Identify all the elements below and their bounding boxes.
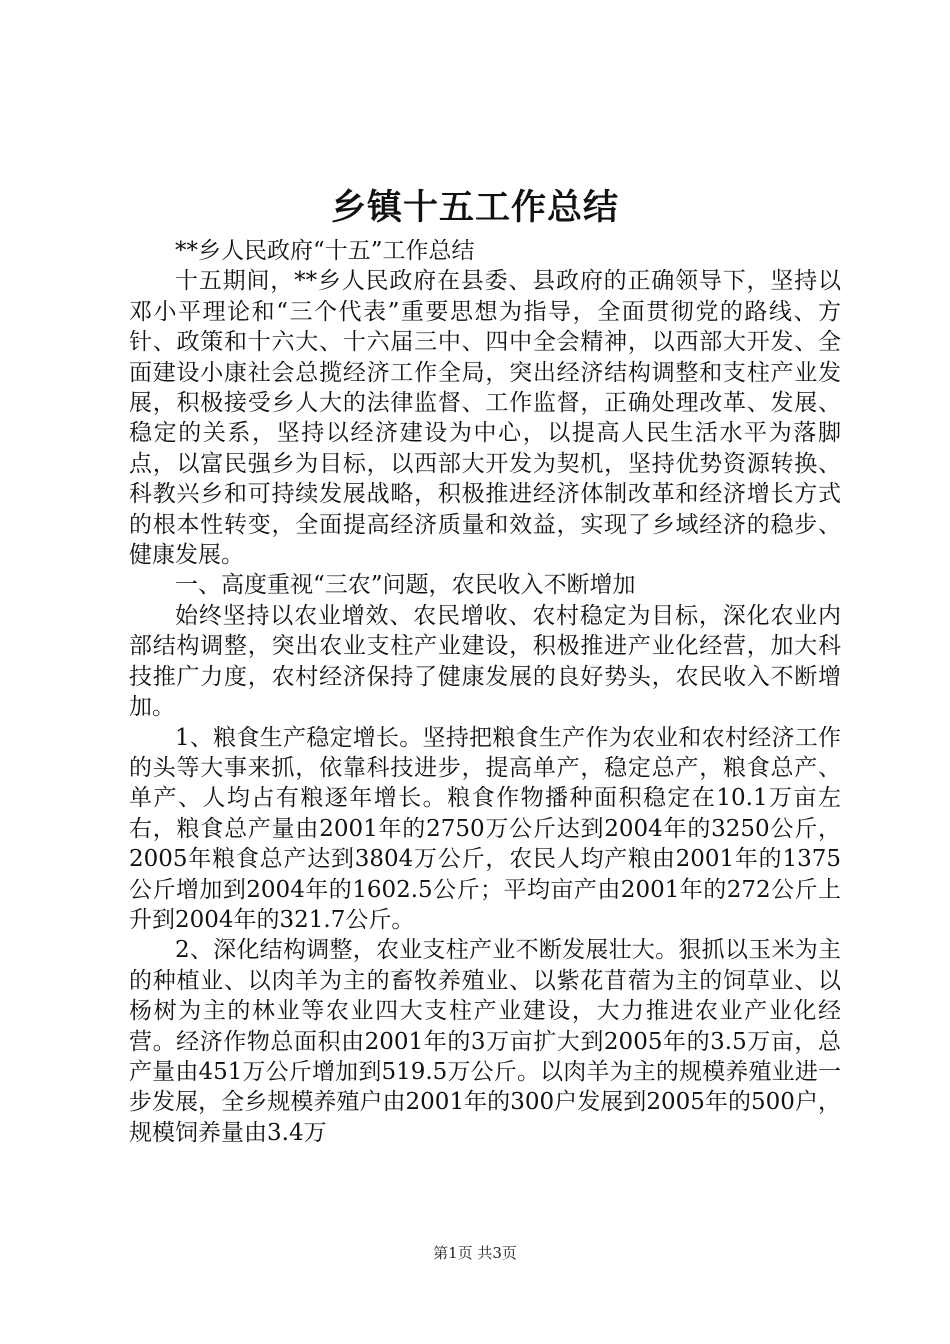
document-title: 乡镇十五工作总结 xyxy=(330,188,619,228)
page-footer: 第1页 共3页 xyxy=(433,1244,517,1262)
grain-production-paragraph: 1、粮食生产稳定增长。坚持把粮食生产作为农业和农村经济工作的头等大事来抓，依靠科技进步，提高单产，稳定总产，粮食总产、单产、人均占有粮逐年增长。粮食作物播种面积稳定在10.1万亩左右，粮食总产量由2001年的2750万公斤达到2004年的3250公斤，2005年粮食总产达到3804万公斤，农民人均产粮由2001年的1375公斤增加到2004年的1602.5公斤；平均亩产由2001年的272公斤上升到2004年的321.7公斤。 xyxy=(129,724,841,933)
document-body xyxy=(129,236,841,1148)
section-heading: 一、高度重视“三农”问题，农民收入不断增加 xyxy=(175,572,636,599)
subtitle-paragraph: **乡人民政府“十五”工作总结 xyxy=(175,238,475,264)
structure-adjustment-paragraph: 2、深化结构调整，农业支柱产业不断发展壮大。狠抓以玉米为主的种植业、以肉羊为主的畜牧养殖业、以紫花苜蓿为主的饲草业、以杨树为主的林业等农业四大支柱产业建设，大力推进农业产业化经营。经济作物总面积由2001年的3万亩扩大到2005年的3.5万亩，总产量由451万公斤增加到519.5万公斤。以肉羊为主的规模养殖业进一步发展，全乡规模养殖户由2001年的300户发展到2005年的500户，规模饲养量由3.4万 xyxy=(129,937,841,1146)
intro-paragraph: 十五期间，**乡人民政府在县委、县政府的正确领导下，坚持以邓小平理论和“三个代表”重要思想为指导，全面贯彻党的路线、方针、政策和十六大、十六届三中、四中全会精神，以西部大开发、全面建设小康社会总揽经济工作全局，突出经济结构调整和支柱产业发展，积极接受乡人大的法律监督、工作监督，正确处理改革、发展、稳定的关系，坚持以经济建设为中心，以提高人民生活水平为落脚点，以富民强乡为目标，以西部大开发为契机，坚持优势资源转换、科教兴乡和可持续发展战略，积极推进经济体制改革和经济增长方式的根本性转变，全面提高经济质量和效益，实现了乡域经济的稳步、健康发展。 xyxy=(129,268,841,569)
section-intro-paragraph: 始终坚持以农业增效、农民增收、农村稳定为目标，深化农业内部结构调整，突出农业支柱产业建设，积极推进产业化经营，加大科技推广力度，农村经济保持了健康发展的良好势头，农民收入不断增加。 xyxy=(129,602,841,721)
